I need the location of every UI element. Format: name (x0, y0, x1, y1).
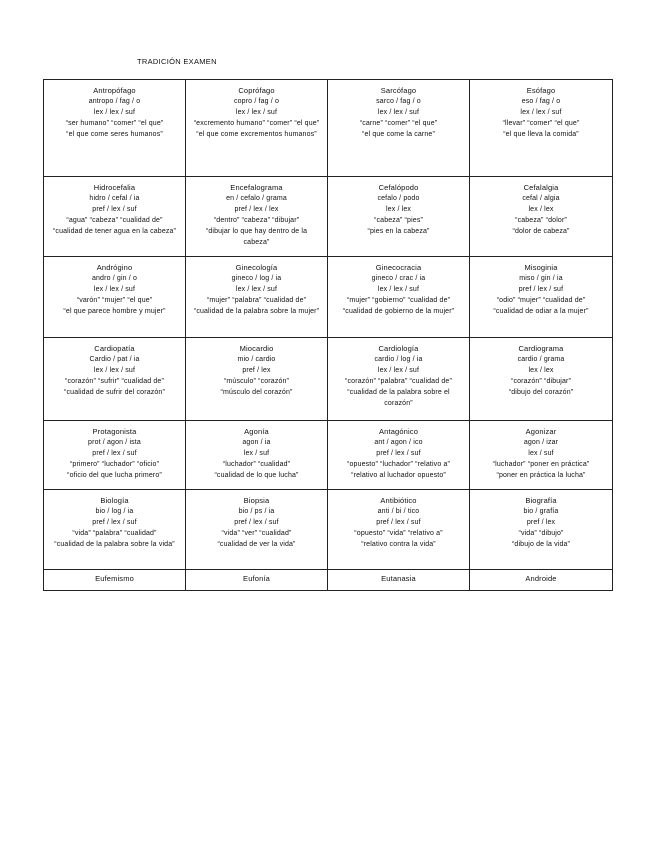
word-cell (44, 177, 186, 257)
word-cell (328, 490, 470, 570)
word-segmentation: eso / fag / o (521, 98, 561, 105)
word-morpheme-meanings: “cabeza” “pies” (374, 217, 423, 224)
word-definition: “el que come seres humanos” (66, 131, 163, 138)
word-definition: “cualidad de la palabra sobre el corazón” (347, 389, 450, 407)
word-cell (44, 421, 186, 490)
word-definition: “relativo contra la vida” (361, 541, 436, 548)
word-term: Miocardio (239, 344, 274, 353)
word-cell (44, 570, 186, 591)
word-definition: “el que come excrementos humanos” (196, 131, 317, 138)
word-morpheme-meanings: “corazón” “palabra” “cualidad de” (345, 378, 452, 385)
word-term: Agonía (244, 427, 269, 436)
word-morpheme-types: lex / lex / suf (235, 109, 278, 116)
word-definition: “cualidad de tener agua en la cabeza” (52, 228, 177, 235)
word-cell (328, 570, 470, 591)
word-morpheme-types: pref / lex / lex (234, 206, 279, 213)
word-segmentation: cardio / grama (517, 356, 565, 363)
word-definition: “dibujo del corazón” (508, 389, 574, 396)
word-term: Biopsia (243, 496, 270, 505)
word-morpheme-types: pref / lex / suf (92, 450, 137, 457)
word-morpheme-meanings: “excremento humano” “comer” “el que” (193, 120, 320, 127)
word-morpheme-meanings: “luchador” “poner en práctica” (492, 461, 590, 468)
word-morpheme-meanings: “vida” “ver” “cualidad” (221, 530, 292, 537)
word-morpheme-meanings: “llevar” “comer” “el que” (502, 120, 580, 127)
word-term: Eutanasia (381, 574, 416, 583)
word-morpheme-meanings: “músculo” “corazón” (223, 378, 290, 385)
table-row (44, 80, 613, 177)
word-morpheme-types: lex / lex / suf (93, 286, 136, 293)
word-segmentation: andro / gin / o (91, 275, 138, 282)
word-segmentation: bio / grafía (523, 508, 559, 515)
word-term: Misoginia (524, 263, 558, 272)
word-cell (470, 338, 613, 421)
table-row (44, 490, 613, 570)
word-cell (470, 570, 613, 591)
word-cell (328, 338, 470, 421)
word-morpheme-meanings: “ser humano” “comer” “el que” (65, 120, 164, 127)
word-morpheme-types: lex / lex / suf (377, 109, 420, 116)
word-morpheme-types: lex / lex (385, 206, 412, 213)
word-segmentation: miso / gin / ia (519, 275, 563, 282)
word-definition: “poner en práctica la lucha” (496, 472, 586, 479)
table-row (44, 570, 613, 591)
word-segmentation: bio / ps / ia (238, 508, 275, 515)
word-term: Coprófago (238, 86, 275, 95)
word-term: Biología (100, 496, 129, 505)
word-segmentation: sarco / fag / o (376, 98, 421, 105)
word-morpheme-types: pref / lex / suf (376, 519, 421, 526)
word-morpheme-meanings: “vida” “dibujo” (518, 530, 564, 537)
word-morpheme-meanings: “mujer” “gobierno” “cualidad de” (346, 297, 451, 304)
word-morpheme-meanings: “vida” “palabra” “cualidad” (72, 530, 157, 537)
word-term: Cefalópodo (378, 183, 419, 192)
word-definition: “el que parece hombre y mujer” (63, 308, 166, 315)
word-morpheme-types: pref / lex / suf (92, 206, 137, 213)
word-term: Biografía (525, 496, 557, 505)
word-segmentation: mio / cardio (237, 356, 276, 363)
word-cell (44, 490, 186, 570)
word-definition: “cualidad de lo que lucha” (214, 472, 299, 479)
word-definition: “cualidad de sufrir del corazón” (64, 389, 165, 396)
word-cell (186, 421, 328, 490)
word-morpheme-meanings: “mujer” “palabra” “cualidad de” (206, 297, 307, 304)
word-segmentation: copro / fag / o (233, 98, 280, 105)
word-term: Hidrocefalia (93, 183, 136, 192)
word-definition: “relativo al luchador opuesto” (351, 472, 446, 479)
word-term: Cardiología (378, 344, 419, 353)
word-cell (470, 490, 613, 570)
word-cell (186, 490, 328, 570)
word-definition: “músculo del corazón” (220, 389, 293, 396)
word-segmentation: agon / izar (523, 439, 559, 446)
word-morpheme-types: lex / lex / suf (235, 286, 278, 293)
table-row (44, 177, 613, 257)
table-row (44, 421, 613, 490)
word-cell (328, 421, 470, 490)
word-cell (186, 570, 328, 591)
word-term: Ginecocracia (375, 263, 422, 272)
word-definition: “cualidad de la palabra sobre la mujer” (193, 308, 320, 315)
word-segmentation: antropo / fag / o (88, 98, 141, 105)
word-cell (470, 80, 613, 177)
word-morpheme-types: lex / lex / suf (377, 286, 420, 293)
word-cell (328, 257, 470, 338)
word-morpheme-types: lex / lex / suf (377, 367, 420, 374)
word-definition: “cualidad de la palabra sobre la vida” (54, 541, 175, 548)
word-morpheme-types: lex / suf (243, 450, 270, 457)
word-morpheme-meanings: “primero” “luchador” “oficio” (69, 461, 160, 468)
word-morpheme-meanings: “agua” “cabeza” “cualidad de” (66, 217, 163, 224)
table-row (44, 338, 613, 421)
word-morpheme-meanings: “dentro” “cabeza” “dibujar” (213, 217, 300, 224)
word-morpheme-types: lex / suf (528, 450, 554, 457)
word-segmentation: hidro / cefal / ia (89, 195, 140, 202)
word-term: Sarcófago (380, 86, 417, 95)
word-morpheme-types: pref / lex / suf (234, 519, 279, 526)
word-cell (44, 257, 186, 338)
word-definition: “dibujar lo que hay dentro de la cabeza” (205, 228, 308, 246)
word-cell (44, 80, 186, 177)
word-term: Protagonista (92, 427, 137, 436)
word-term: Antagónico (378, 427, 419, 436)
word-morpheme-types: lex / lex / suf (93, 367, 136, 374)
word-morpheme-types: pref / lex / suf (92, 519, 137, 526)
word-cell (470, 421, 613, 490)
word-morpheme-types: lex / lex (528, 206, 554, 213)
word-term: Cardiopatía (94, 344, 135, 353)
word-morpheme-types: pref / lex (242, 367, 271, 374)
word-term: Encefalograma (230, 183, 283, 192)
word-segmentation: ant / agon / ico (374, 439, 423, 446)
word-morpheme-types: pref / lex (526, 519, 556, 526)
word-cell (328, 80, 470, 177)
word-morpheme-meanings: “opuesto” “luchador” “relativo a” (347, 461, 450, 468)
word-morpheme-meanings: “corazón” “sufrir” “cualidad de” (65, 378, 164, 385)
word-cell (44, 338, 186, 421)
word-morpheme-meanings: “odio” “mujer” “cualidad de” (496, 297, 586, 304)
word-definition: “el que come la carne” (362, 131, 435, 138)
word-cell (186, 338, 328, 421)
word-segmentation: gineco / log / ia (231, 275, 282, 282)
word-definition: “cualidad de ver la vida” (217, 541, 296, 548)
word-definition: “oficio del que lucha primero” (67, 472, 162, 479)
word-definition: “pies en la cabeza” (367, 228, 430, 235)
word-term: Agonizar (525, 427, 557, 436)
word-segmentation: bio / log / ia (95, 508, 134, 515)
word-segmentation: gineco / crac / ia (371, 275, 426, 282)
word-morpheme-meanings: “carne” “comer” “el que” (359, 120, 438, 127)
document-title: TRADICIÓN EXAMEN (137, 57, 217, 66)
word-term: Ginecología (235, 263, 278, 272)
word-segmentation: prot / agon / ista (88, 439, 141, 446)
word-morpheme-meanings: “luchador” “cualidad” (222, 461, 291, 468)
word-cell (186, 177, 328, 257)
word-segmentation: agon / ia (242, 439, 271, 446)
word-segmentation: en / cefalo / grama (226, 195, 287, 202)
word-segmentation: cefalo / podo (377, 195, 420, 202)
word-morpheme-meanings: “varón” “mujer” “el que” (76, 297, 153, 304)
table-row (44, 257, 613, 338)
word-cell (328, 177, 470, 257)
word-term: Androide (525, 574, 557, 583)
word-morpheme-meanings: “cabeza” “dolor” (515, 217, 567, 224)
word-definition: “dolor de cabeza” (512, 228, 570, 235)
word-morpheme-meanings: “opuesto” “vida” “relativo a” (354, 530, 443, 537)
word-segmentation: anti / bi / tico (377, 508, 420, 515)
word-segmentation: Cardio / pat / ia (89, 356, 140, 363)
etymology-table (43, 79, 613, 591)
word-definition: “cualidad de gobierno de la mujer” (342, 308, 455, 315)
word-term: Cefalalgia (523, 183, 559, 192)
word-term: Esófago (526, 86, 556, 95)
word-cell (186, 80, 328, 177)
word-morpheme-types: lex / lex / suf (93, 109, 136, 116)
word-term: Cardiograma (518, 344, 564, 353)
word-morpheme-types: lex / lex (528, 367, 554, 374)
word-term: Eufemismo (95, 574, 134, 583)
word-morpheme-types: pref / lex / suf (518, 286, 564, 293)
word-segmentation: cardio / log / ia (374, 356, 423, 363)
word-definition: “cualidad de odiar a la mujer” (493, 308, 589, 315)
word-cell (470, 257, 613, 338)
word-definition: “dibujo de la vida” (511, 541, 571, 548)
word-morpheme-meanings: “corazón” “dibujar” (510, 378, 572, 385)
word-morpheme-types: pref / lex / suf (376, 450, 421, 457)
word-term: Eufonía (243, 574, 270, 583)
word-definition: “el que lleva la comida” (503, 131, 579, 138)
word-segmentation: cefal / algia (522, 195, 560, 202)
word-cell (186, 257, 328, 338)
word-term: Antibiótico (380, 496, 417, 505)
word-term: Andrógino (96, 263, 133, 272)
word-morpheme-types: lex / lex / suf (520, 109, 562, 116)
word-cell (470, 177, 613, 257)
word-term: Antropófago (93, 86, 136, 95)
